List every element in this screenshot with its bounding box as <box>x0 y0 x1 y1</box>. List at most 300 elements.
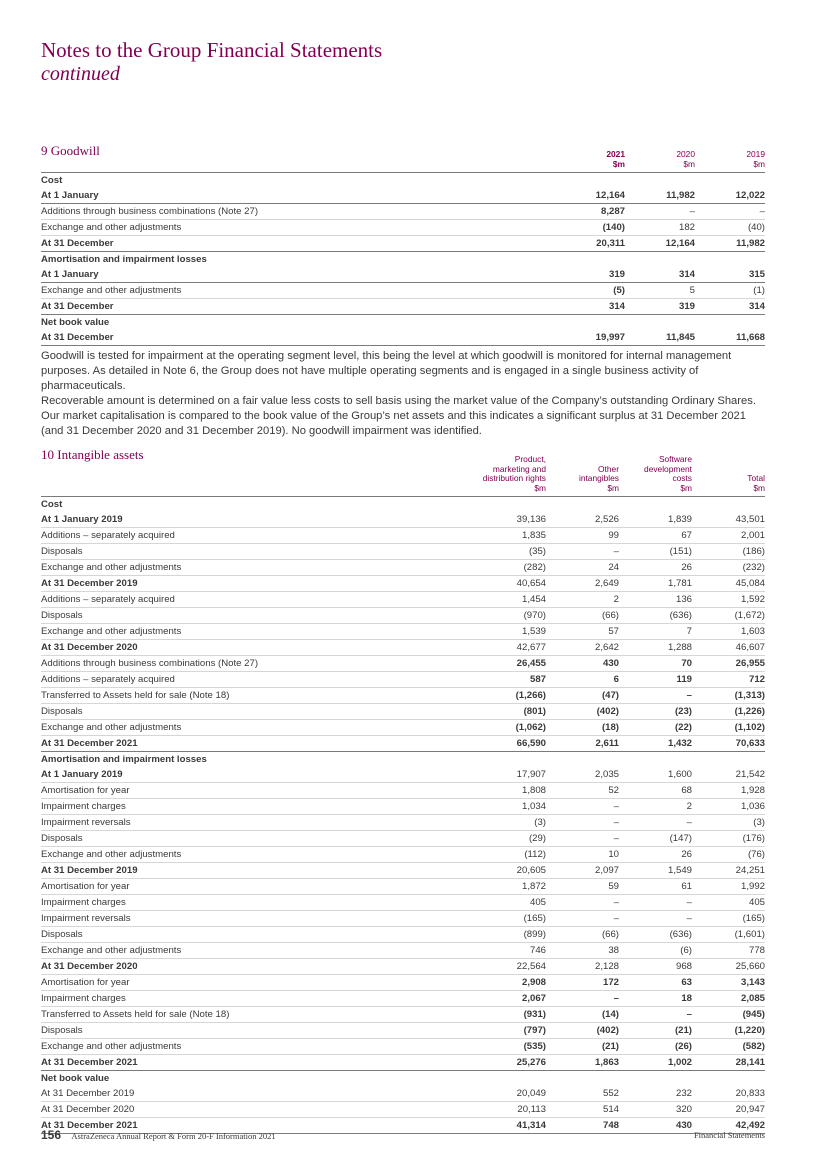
value-cell: 38 <box>546 943 619 959</box>
value-cell: – <box>546 799 619 815</box>
value-cell: (1,220) <box>692 1023 765 1039</box>
table-row <box>41 847 765 863</box>
value-cell: (1,266) <box>473 688 546 704</box>
value-cell: 45,084 <box>692 576 765 592</box>
row-label: Net book value <box>41 1073 110 1085</box>
value-cell: 1,539 <box>473 624 546 640</box>
value-cell: 1,454 <box>473 592 546 608</box>
table-row <box>41 656 765 672</box>
value-cell: 19,997 <box>555 330 625 346</box>
column-header <box>546 455 619 497</box>
column-year: 2020 <box>676 149 695 159</box>
value-cell: 40,654 <box>473 576 546 592</box>
value-cell: 1,808 <box>473 783 546 799</box>
value-cell <box>695 252 765 268</box>
value-cell: – <box>619 1007 692 1023</box>
value-cell: 10 <box>546 847 619 863</box>
value-cell: 1,872 <box>473 879 546 895</box>
value-cell: 1,839 <box>619 512 692 528</box>
value-cell: 2,908 <box>473 975 546 991</box>
value-cell <box>555 315 625 331</box>
table-row <box>41 560 765 576</box>
row-label: At 31 December 2021 <box>41 736 473 752</box>
table-row <box>41 315 765 331</box>
row-label: At 1 January 2019 <box>41 767 473 783</box>
value-cell: 748 <box>546 1118 619 1134</box>
row-label: Exchange and other adjustments <box>41 283 555 299</box>
page-title: Notes to the Group Financial Statements <box>41 38 383 62</box>
table-row <box>41 975 765 991</box>
value-cell: (40) <box>695 220 765 236</box>
value-cell: 320 <box>619 1102 692 1118</box>
value-cell: 70,633 <box>692 736 765 752</box>
column-header-line: costs <box>672 473 692 484</box>
value-cell: 25,276 <box>473 1055 546 1071</box>
row-label: Exchange and other adjustments <box>41 560 473 576</box>
table-row <box>41 528 765 544</box>
value-cell: 1,835 <box>473 528 546 544</box>
column-header-line: Software <box>658 454 692 464</box>
table-row <box>41 863 765 879</box>
row-label: At 31 December 2021 <box>41 1055 473 1071</box>
value-cell: 21,542 <box>692 767 765 783</box>
column-header <box>695 150 765 173</box>
intangible-assets-table <box>41 455 765 1134</box>
row-label: Disposals <box>41 831 473 847</box>
row-label: Amortisation for year <box>41 879 473 895</box>
row-label: Cost <box>41 499 63 511</box>
value-cell: 1,036 <box>692 799 765 815</box>
column-header-line: $m <box>607 482 619 493</box>
value-cell <box>555 252 625 268</box>
value-cell: (35) <box>473 544 546 560</box>
value-cell: 778 <box>692 943 765 959</box>
value-cell: 2,526 <box>546 512 619 528</box>
row-label: At 31 December 2020 <box>41 640 473 656</box>
value-cell: 22,564 <box>473 959 546 975</box>
table-row <box>41 688 765 704</box>
value-cell: – <box>619 815 692 831</box>
table-row <box>41 799 765 815</box>
column-unit: $m <box>753 158 765 169</box>
row-label: At 31 December 2019 <box>41 576 473 592</box>
table-row <box>41 608 765 624</box>
table-row <box>41 188 765 204</box>
value-cell: (1,313) <box>692 688 765 704</box>
value-cell: 405 <box>692 895 765 911</box>
column-header-line: marketing and <box>492 463 546 474</box>
value-cell: 68 <box>619 783 692 799</box>
value-cell: – <box>546 911 619 927</box>
value-cell: 232 <box>619 1086 692 1102</box>
value-cell: (66) <box>546 927 619 943</box>
row-label: Exchange and other adjustments <box>41 220 555 236</box>
value-cell: – <box>625 204 695 220</box>
value-cell: 2,067 <box>473 991 546 1007</box>
value-cell: (535) <box>473 1039 546 1055</box>
row-label: Exchange and other adjustments <box>41 943 473 959</box>
value-cell: 20,833 <box>692 1086 765 1102</box>
value-cell: (22) <box>619 720 692 736</box>
value-cell: 1,603 <box>692 624 765 640</box>
column-header-line: Total <box>747 473 765 484</box>
value-cell: (176) <box>692 831 765 847</box>
value-cell: (147) <box>619 831 692 847</box>
table-row <box>41 895 765 911</box>
row-label: Additions – separately acquired <box>41 672 473 688</box>
table-row <box>41 704 765 720</box>
page-number: 156 <box>41 1128 62 1142</box>
row-label: Disposals <box>41 927 473 943</box>
row-label: Amortisation for year <box>41 783 473 799</box>
row-label: At 31 December 2019 <box>41 1086 473 1102</box>
value-cell: 46,607 <box>692 640 765 656</box>
table-row <box>41 252 765 268</box>
table-row <box>41 624 765 640</box>
table-row <box>41 815 765 831</box>
value-cell: (186) <box>692 544 765 560</box>
value-cell: 11,982 <box>695 236 765 252</box>
table-row <box>41 330 765 346</box>
value-cell: 20,311 <box>555 236 625 252</box>
row-label: Amortisation and impairment losses <box>41 254 207 266</box>
value-cell: 315 <box>695 267 765 283</box>
goodwill-table <box>41 150 765 346</box>
column-header <box>555 150 625 173</box>
row-label: Amortisation for year <box>41 975 473 991</box>
value-cell: 20,605 <box>473 863 546 879</box>
value-cell: 1,592 <box>692 592 765 608</box>
value-cell: (140) <box>555 220 625 236</box>
row-label: Disposals <box>41 704 473 720</box>
value-cell: 405 <box>473 895 546 911</box>
value-cell: 314 <box>555 299 625 315</box>
row-label: At 31 December 2020 <box>41 959 473 975</box>
value-cell: 99 <box>546 528 619 544</box>
value-cell: 5 <box>625 283 695 299</box>
row-label: Cost <box>41 175 63 187</box>
page-subtitle: continued <box>41 63 120 85</box>
header-label-cell <box>41 150 555 173</box>
table-row <box>41 831 765 847</box>
value-cell: (931) <box>473 1007 546 1023</box>
column-header <box>625 150 695 173</box>
table-row <box>41 497 765 513</box>
value-cell: 57 <box>546 624 619 640</box>
value-cell: 119 <box>619 672 692 688</box>
column-header-line: Product, <box>514 454 546 464</box>
value-cell: 41,314 <box>473 1118 546 1134</box>
value-cell: 1,600 <box>619 767 692 783</box>
row-label: Disposals <box>41 1023 473 1039</box>
value-cell: 430 <box>546 656 619 672</box>
value-cell: 2 <box>619 799 692 815</box>
row-label: At 31 December <box>41 236 555 252</box>
table-row <box>41 672 765 688</box>
table-row <box>41 592 765 608</box>
value-cell: (899) <box>473 927 546 943</box>
value-cell: 746 <box>473 943 546 959</box>
value-cell: 6 <box>546 672 619 688</box>
value-cell: 25,660 <box>692 959 765 975</box>
value-cell <box>692 497 765 513</box>
value-cell: (636) <box>619 608 692 624</box>
value-cell: 18 <box>619 991 692 1007</box>
value-cell: (801) <box>473 704 546 720</box>
value-cell: 11,845 <box>625 330 695 346</box>
value-cell: (582) <box>692 1039 765 1055</box>
table-row <box>41 512 765 528</box>
page-header <box>41 38 382 86</box>
table-row <box>41 1039 765 1055</box>
column-header-line: $m <box>534 482 546 493</box>
table-row <box>41 783 765 799</box>
table-header-row <box>41 455 765 497</box>
value-cell: (3) <box>473 815 546 831</box>
value-cell: – <box>619 895 692 911</box>
table-row <box>41 927 765 943</box>
value-cell: 59 <box>546 879 619 895</box>
value-cell: – <box>546 895 619 911</box>
value-cell: 319 <box>555 267 625 283</box>
table-row <box>41 752 765 768</box>
row-label: Impairment charges <box>41 991 473 1007</box>
value-cell: (1,672) <box>692 608 765 624</box>
value-cell: 2,611 <box>546 736 619 752</box>
value-cell: 1,002 <box>619 1055 692 1071</box>
value-cell: 12,164 <box>625 236 695 252</box>
value-cell: 63 <box>619 975 692 991</box>
value-cell: 1,928 <box>692 783 765 799</box>
value-cell: 12,022 <box>695 188 765 204</box>
column-header-line: $m <box>753 482 765 493</box>
value-cell: 8,287 <box>555 204 625 220</box>
column-year: 2021 <box>606 149 625 159</box>
table-header-row <box>41 150 765 173</box>
value-cell: 24,251 <box>692 863 765 879</box>
table-row <box>41 204 765 220</box>
row-label: Impairment charges <box>41 799 473 815</box>
value-cell: (1,062) <box>473 720 546 736</box>
row-label: At 1 January <box>41 267 555 283</box>
column-header-line: Other <box>598 463 619 474</box>
table-row <box>41 544 765 560</box>
row-label: Additions through business combinations (Note 27) <box>41 656 473 672</box>
row-label: At 31 December <box>41 299 555 315</box>
value-cell: 11,668 <box>695 330 765 346</box>
column-unit: $m <box>612 158 625 169</box>
value-cell: 2,642 <box>546 640 619 656</box>
value-cell: 67 <box>619 528 692 544</box>
value-cell: 28,141 <box>692 1055 765 1071</box>
value-cell: (66) <box>546 608 619 624</box>
value-cell <box>546 752 619 768</box>
header-label-cell <box>41 455 473 497</box>
value-cell: 26 <box>619 560 692 576</box>
value-cell <box>625 315 695 331</box>
row-label: Additions through business combinations (Note 27) <box>41 204 555 220</box>
value-cell: – <box>546 544 619 560</box>
value-cell <box>619 1071 692 1087</box>
value-cell: 2,097 <box>546 863 619 879</box>
value-cell: (21) <box>546 1039 619 1055</box>
table-row <box>41 879 765 895</box>
goodwill-paragraph-2: Recoverable amount is determined on a fair value less costs to sell basis using the market value of the Company’s outstanding Ordinary Shares. Our market capitalisation is compared to the book value of the Group’s net assets and this indicates a significant surplus at 31 December 2021 (and 31 December 2020 and 31 December 2019). No goodwill impairment was identified. <box>41 395 756 438</box>
document-name: AstraZeneca Annual Report & Form 20-F Information 2021 <box>71 1131 276 1141</box>
value-cell: 11,982 <box>625 188 695 204</box>
table-row <box>41 1071 765 1087</box>
value-cell: 1,781 <box>619 576 692 592</box>
value-cell: (14) <box>546 1007 619 1023</box>
value-cell: – <box>619 688 692 704</box>
column-year: 2019 <box>746 149 765 159</box>
value-cell: 17,907 <box>473 767 546 783</box>
row-label: Net book value <box>41 317 110 329</box>
value-cell: 1,432 <box>619 736 692 752</box>
value-cell: 514 <box>546 1102 619 1118</box>
value-cell: (29) <box>473 831 546 847</box>
column-header <box>692 455 765 497</box>
table-row <box>41 640 765 656</box>
value-cell: 2,035 <box>546 767 619 783</box>
value-cell: 1,288 <box>619 640 692 656</box>
table-row <box>41 911 765 927</box>
value-cell: (23) <box>619 704 692 720</box>
value-cell <box>695 315 765 331</box>
column-header <box>473 455 546 497</box>
row-label: At 1 January 2019 <box>41 512 473 528</box>
note10-title: 10 Intangible assets <box>41 447 144 462</box>
value-cell: (402) <box>546 704 619 720</box>
value-cell: 20,947 <box>692 1102 765 1118</box>
value-cell: 314 <box>625 267 695 283</box>
value-cell: 61 <box>619 879 692 895</box>
value-cell: 52 <box>546 783 619 799</box>
row-label: At 31 December 2021 <box>41 1118 473 1134</box>
value-cell: 712 <box>692 672 765 688</box>
value-cell <box>625 252 695 268</box>
table-row <box>41 736 765 752</box>
column-unit: $m <box>683 158 695 169</box>
value-cell <box>619 497 692 513</box>
value-cell: 26 <box>619 847 692 863</box>
value-cell: (6) <box>619 943 692 959</box>
value-cell: (970) <box>473 608 546 624</box>
value-cell: 42,677 <box>473 640 546 656</box>
row-label: At 31 December 2020 <box>41 1102 473 1118</box>
row-label: Disposals <box>41 544 473 560</box>
row-label: Transferred to Assets held for sale (Note 18) <box>41 688 473 704</box>
row-label: Exchange and other adjustments <box>41 624 473 640</box>
value-cell: (3) <box>692 815 765 831</box>
value-cell <box>473 752 546 768</box>
value-cell: – <box>619 911 692 927</box>
row-label: Exchange and other adjustments <box>41 1039 473 1055</box>
table-row <box>41 1102 765 1118</box>
value-cell: – <box>546 991 619 1007</box>
value-cell: 587 <box>473 672 546 688</box>
row-label: Disposals <box>41 608 473 624</box>
table-row <box>41 173 765 189</box>
value-cell <box>692 752 765 768</box>
value-cell: 39,136 <box>473 512 546 528</box>
table-row <box>41 220 765 236</box>
value-cell: 136 <box>619 592 692 608</box>
value-cell: 1,863 <box>546 1055 619 1071</box>
row-label: Impairment reversals <box>41 911 473 927</box>
value-cell: 1,034 <box>473 799 546 815</box>
section-name: Financial Statements <box>693 1130 765 1140</box>
value-cell: (76) <box>692 847 765 863</box>
table-row <box>41 299 765 315</box>
value-cell: 12,164 <box>555 188 625 204</box>
value-cell: 968 <box>619 959 692 975</box>
table-row <box>41 283 765 299</box>
value-cell: 430 <box>619 1118 692 1134</box>
value-cell: (1,601) <box>692 927 765 943</box>
row-label: Transferred to Assets held for sale (Note 18) <box>41 1007 473 1023</box>
value-cell: (282) <box>473 560 546 576</box>
row-label: Exchange and other adjustments <box>41 720 473 736</box>
value-cell: 2,649 <box>546 576 619 592</box>
value-cell: (1,102) <box>692 720 765 736</box>
value-cell <box>695 173 765 189</box>
table-row <box>41 767 765 783</box>
value-cell: 26,955 <box>692 656 765 672</box>
value-cell: 319 <box>625 299 695 315</box>
value-cell: 20,049 <box>473 1086 546 1102</box>
value-cell: 7 <box>619 624 692 640</box>
value-cell <box>625 173 695 189</box>
table-row <box>41 943 765 959</box>
value-cell <box>619 752 692 768</box>
value-cell: (402) <box>546 1023 619 1039</box>
table-row <box>41 1023 765 1039</box>
goodwill-paragraph-1: Goodwill is tested for impairment at the operating segment level, this being the level at which goodwill is monitored for internal management purposes. As detailed in Note 6, the Group does not have multiple operating segments and is engaged in a single business activity of pharmaceuticals. <box>41 350 732 393</box>
row-label: Exchange and other adjustments <box>41 847 473 863</box>
value-cell: 3,143 <box>692 975 765 991</box>
value-cell: (21) <box>619 1023 692 1039</box>
row-label: At 31 December <box>41 330 555 346</box>
value-cell: (165) <box>692 911 765 927</box>
value-cell <box>692 1071 765 1087</box>
value-cell: 2,001 <box>692 528 765 544</box>
value-cell: 172 <box>546 975 619 991</box>
value-cell: – <box>695 204 765 220</box>
value-cell <box>546 497 619 513</box>
value-cell: 1,549 <box>619 863 692 879</box>
value-cell: 42,492 <box>692 1118 765 1134</box>
value-cell <box>473 497 546 513</box>
value-cell: 552 <box>546 1086 619 1102</box>
table-row <box>41 1086 765 1102</box>
value-cell: 70 <box>619 656 692 672</box>
column-header-line: intangibles <box>578 473 619 484</box>
table-row <box>41 1055 765 1071</box>
value-cell: 43,501 <box>692 512 765 528</box>
page-footer <box>41 1128 765 1142</box>
value-cell: 2,128 <box>546 959 619 975</box>
value-cell <box>473 1071 546 1087</box>
row-label: Impairment charges <box>41 895 473 911</box>
value-cell: 314 <box>695 299 765 315</box>
row-label: Additions – separately acquired <box>41 592 473 608</box>
value-cell: (232) <box>692 560 765 576</box>
row-label: Additions – separately acquired <box>41 528 473 544</box>
table-row <box>41 236 765 252</box>
value-cell: 2,085 <box>692 991 765 1007</box>
value-cell: – <box>546 831 619 847</box>
